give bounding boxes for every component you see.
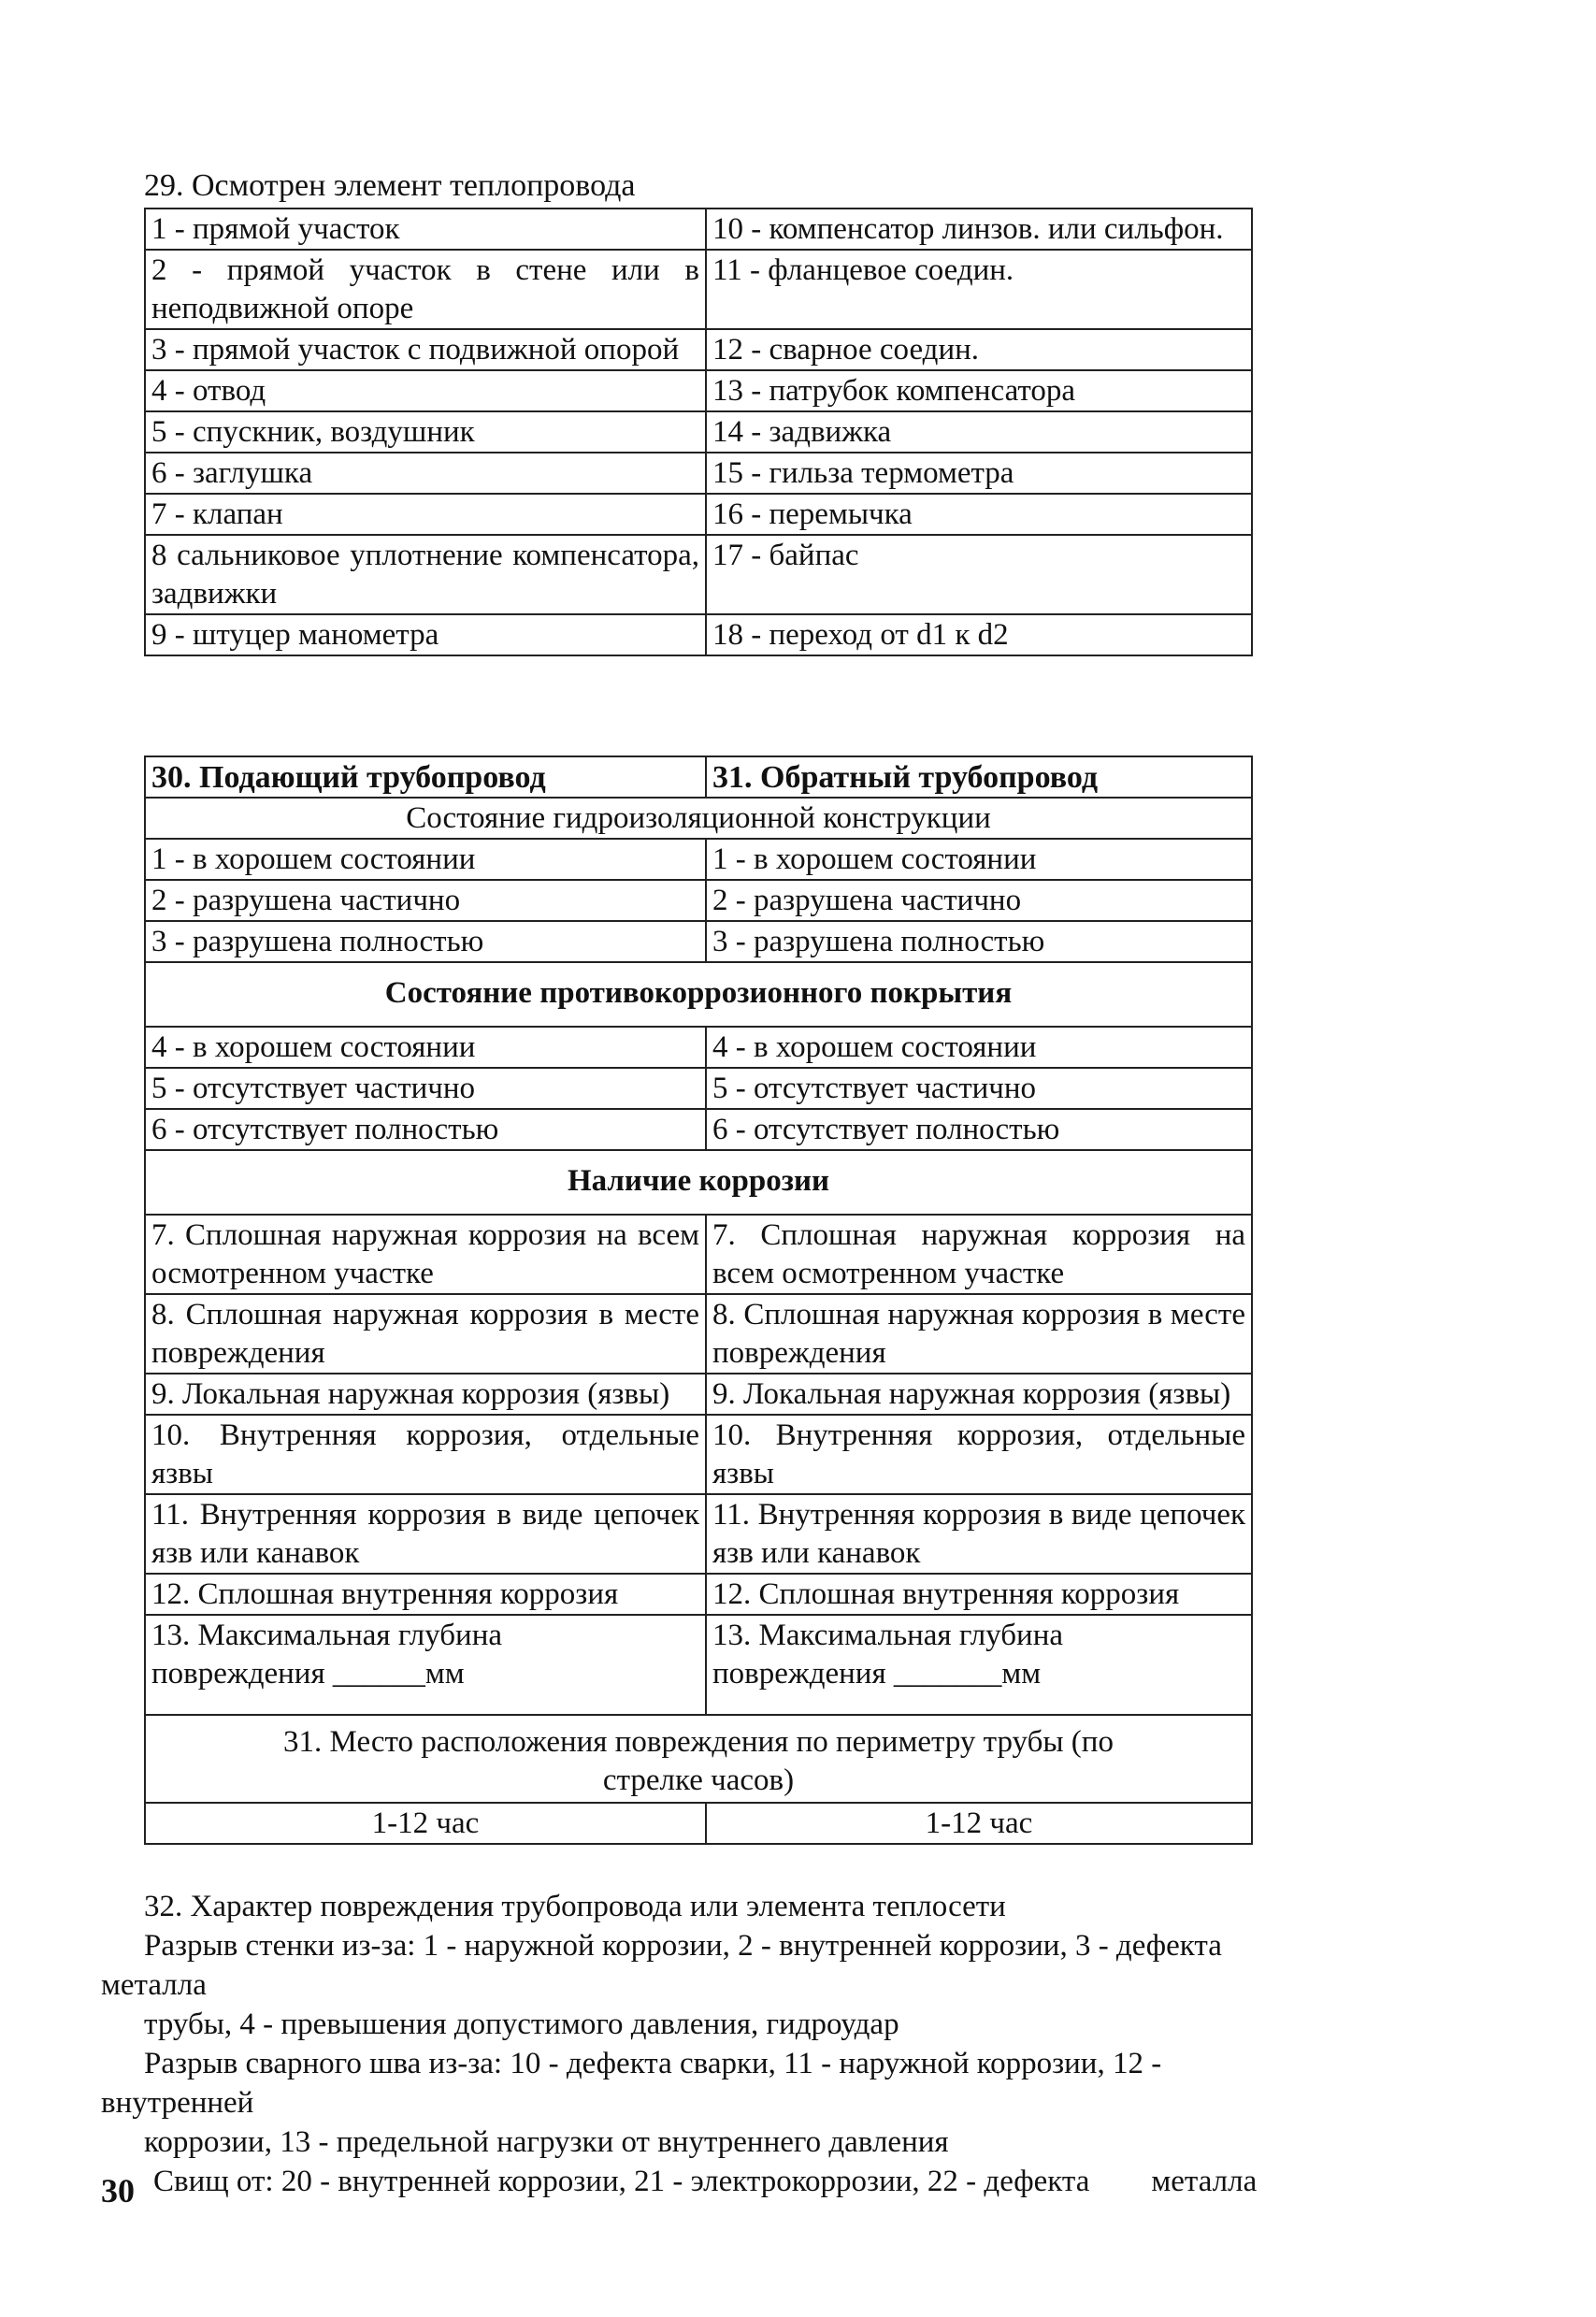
section-row [145, 1150, 1252, 1215]
depth-cell-left [145, 1615, 706, 1715]
element-row-right-cell: 12 - сварное соедин. [706, 329, 1252, 370]
coating-row [145, 1068, 1252, 1109]
corrosion-row-left-cell: 11. Внутренняя коррозия в виде цепочек язв или канавок [145, 1494, 706, 1574]
hydro-row [145, 921, 1252, 962]
depth-left-line1: 13. Максимальная глубина [151, 1619, 503, 1652]
corrosion-row-left-cell: 7. Сплошная наружная коррозия на всем осмотренном участке [145, 1215, 706, 1294]
section-32-title: 32. Характер повреждения трубопровода или элемента теплосети [144, 1890, 1006, 1923]
place-values-row [145, 1803, 1252, 1844]
hydro-row-left-cell: 1 - в хорошем состоянии [145, 839, 706, 880]
corrosion-row-right-cell: 12. Сплошная внутренняя коррозия [706, 1574, 1252, 1615]
element-row-left-cell: 5 - спускник, воздушник [145, 411, 706, 453]
hydro-row-left-cell: 2 - разрушена частично [145, 880, 706, 921]
corrosion-row-right-cell: 9. Локальная наружная коррозия (язвы) [706, 1374, 1252, 1415]
coating-row-right-cell: 5 - отсутствует частично [706, 1068, 1252, 1109]
section-32-line3b: внутренней [101, 2086, 254, 2120]
section-32-line4: коррозии, 13 - предельной нагрузки от внутреннего давления [144, 2125, 949, 2159]
hydro-row-right-cell: 2 - разрушена частично [706, 880, 1252, 921]
element-row [145, 329, 1252, 370]
coating-row-right-cell: 4 - в хорошем состоянии [706, 1027, 1252, 1068]
depth-right-line1: 13. Максимальная глубина [712, 1619, 1064, 1652]
section-place-title: 31. Место расположения повреждения по периметру трубы (по стрелке часов) [145, 1715, 1252, 1803]
section-corrosion-title: Наличие коррозии [145, 1150, 1252, 1215]
place-title-row [145, 1715, 1252, 1803]
corrosion-row [145, 1215, 1252, 1294]
hydro-row-left-cell: 3 - разрушена полностью [145, 921, 706, 962]
element-row-right-cell: 11 - фланцевое соедин. [706, 250, 1252, 329]
element-row [145, 535, 1252, 614]
element-row [145, 250, 1252, 329]
section-row [145, 962, 1252, 1027]
corrosion-row-left-cell: 8. Сплошная наружная коррозия в месте повреждения [145, 1294, 706, 1374]
place-left: 1-12 час [145, 1803, 706, 1844]
corrosion-row [145, 1494, 1252, 1574]
element-row [145, 494, 1252, 535]
corrosion-row-right-cell: 8. Сплошная наружная коррозия в месте повреждения [706, 1294, 1252, 1374]
element-row-right-cell: 10 - компенсатор линзов. или сильфон. [706, 209, 1252, 250]
coating-row [145, 1109, 1252, 1150]
section-32-line1b: металла [101, 1968, 207, 2002]
corrosion-row-right-cell: 10. Внутренняя коррозия, отдельные язвы [706, 1415, 1252, 1494]
element-row [145, 614, 1252, 655]
element-row [145, 453, 1252, 494]
element-row-right-cell: 18 - переход от d1 к d2 [706, 614, 1252, 655]
corrosion-row [145, 1415, 1252, 1494]
depth-cell-right [706, 1615, 1252, 1715]
element-row [145, 209, 1252, 250]
coating-row-left-cell: 6 - отсутствует полностью [145, 1109, 706, 1150]
element-row [145, 411, 1252, 453]
element-row [145, 370, 1252, 411]
header-supply-pipe: 30. Подающий трубопровод [145, 756, 706, 798]
corrosion-row-left-cell: 12. Сплошная внутренняя коррозия [145, 1574, 706, 1615]
hydro-row [145, 839, 1252, 880]
section-hydro-title: Состояние гидроизоляционной конструкции [145, 798, 1252, 839]
element-row-right-cell: 13 - патрубок компенсатора [706, 370, 1252, 411]
section-29-table [144, 208, 1253, 656]
element-row-left-cell: 1 - прямой участок [145, 209, 706, 250]
section-coat-title: Состояние противокоррозионного покрытия [145, 962, 1252, 1027]
element-row-right-cell: 14 - задвижка [706, 411, 1252, 453]
corrosion-row [145, 1294, 1252, 1374]
place-right: 1-12 час [706, 1803, 1252, 1844]
corrosion-row-left-cell: 9. Локальная наружная коррозия (язвы) [145, 1374, 706, 1415]
corrosion-row [145, 1574, 1252, 1615]
hydro-row-right-cell: 3 - разрушена полностью [706, 921, 1252, 962]
header-return-pipe: 31. Обратный трубопровод [706, 756, 1252, 798]
element-row-left-cell: 4 - отвод [145, 370, 706, 411]
corrosion-row-left-cell: 10. Внутренняя коррозия, отдельные язвы [145, 1415, 706, 1494]
element-row-right-cell: 17 - байпас [706, 535, 1252, 614]
coating-row [145, 1027, 1252, 1068]
section-32-text [101, 1887, 1401, 2201]
corrosion-row-right-cell: 7. Сплошная наружная коррозия на всем осмотренном участке [706, 1215, 1252, 1294]
element-row-left-cell: 3 - прямой участок с подвижной опорой [145, 329, 706, 370]
section-32-line3a: Разрыв сварного шва из-за: 10 - дефекта сварки, 11 - наружной коррозии, 12 - [144, 2047, 1162, 2080]
section-row [145, 798, 1252, 839]
corrosion-row [145, 1374, 1252, 1415]
section-30-31-table [144, 756, 1253, 1845]
page-number: 30 [101, 2172, 135, 2209]
element-row-left-cell: 8 сальниковое уплотнение компенсатора, задвижки [145, 535, 706, 614]
coating-row-right-cell: 6 - отсутствует полностью [706, 1109, 1252, 1150]
element-row-left-cell: 2 - прямой участок в стене или в неподвижной опоре [145, 250, 706, 329]
table-header-row [145, 756, 1252, 798]
element-row-right-cell: 15 - гильза термометра [706, 453, 1252, 494]
element-row-left-cell: 7 - клапан [145, 494, 706, 535]
section-32-line1a: Разрыв стенки из-за: 1 - наружной коррозии, 2 - внутренней коррозии, 3 - дефекта [144, 1929, 1222, 1963]
depth-left-line2: повреждения ______мм [151, 1657, 465, 1691]
corrosion-row-right-cell: 11. Внутренняя коррозия в виде цепочек язв или канавок [706, 1494, 1252, 1574]
hydro-row-right-cell: 1 - в хорошем состоянии [706, 839, 1252, 880]
section-32-line2: трубы, 4 - превышения допустимого давления, гидроудар [144, 2008, 899, 2041]
element-row-left-cell: 9 - штуцер манометра [145, 614, 706, 655]
coating-row-left-cell: 4 - в хорошем состоянии [145, 1027, 706, 1068]
hydro-row [145, 880, 1252, 921]
element-row-right-cell: 16 - перемычка [706, 494, 1252, 535]
section-29-title: 29. Осмотрен элемент теплопровода [144, 168, 636, 203]
element-row-left-cell: 6 - заглушка [145, 453, 706, 494]
coating-row-left-cell: 5 - отсутствует частично [145, 1068, 706, 1109]
depth-right-line2: повреждения _______мм [712, 1657, 1042, 1691]
depth-row [145, 1615, 1252, 1715]
section-32-line5: Свищ от: 20 - внутренней коррозии, 21 - электрокоррозии, 22 - дефекта металла [153, 2165, 1258, 2198]
